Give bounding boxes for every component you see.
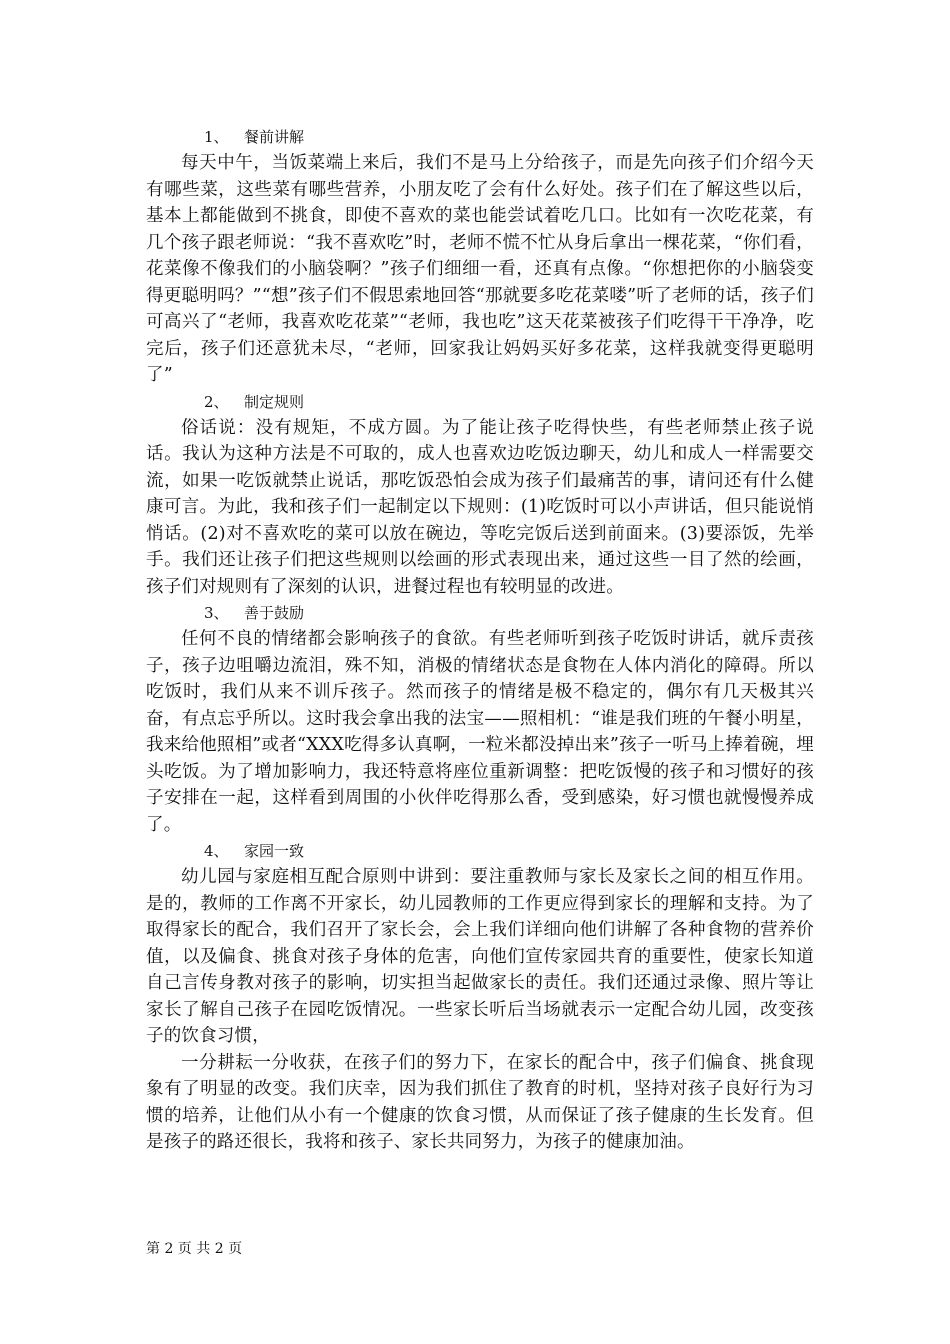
section-number: 3、 (204, 604, 229, 622)
section-paragraph-4: 幼儿园与家庭相互配合原则中讲到：要注重教师与家长及家长之间的相互作用。是的，教师的工作离不开家长，幼儿园教师的工作更应得到家长的理解和支持。为了取得家长的配合，我们召开了家长会，会上我们详细向他们讲解了各种食物的营养价值，以及偏食、挑食对孩子身体的危害，向他们宣传家园共育的重要性，使家长知道自己言传身教对孩子的影响，切实担当起做家长的责任。我们还通过录像、照片等让家长了解自己孩子在园吃饭情况。一些家长听后当场就表示一定配合幼儿园，改变孩子的饮食习惯， (146, 867, 814, 1046)
conclusion-paragraph: 一分耕耘一分收获，在孩子们的努力下，在家长的配合中，孩子们偏食、挑食现象有了明显的改变。我们庆幸，因为我们抓住了教育的时机，坚持对孩子良好行为习惯的培养，让他们从小有一个健康的饮食习惯，从而保证了孩子健康的生长发育。但是孩子的路还很长，我将和孩子、家长共同努力，为孩子的健康加油。 (146, 1052, 814, 1152)
section-paragraph-3: 任何不良的情绪都会影响孩子的食欲。有些老师听到孩子吃饭时讲话，就斥责孩子，孩子边咀嚼边流泪，殊不知，消极的情绪状态是食物在人体内消化的障碍。所以吃饭时，我们从来不训斥孩子。然而孩子的情绪是极不稳定的，偶尔有几天极其兴奋，有点忘乎所以。这时我会拿出我的法宝——照相机：“谁是我们班的午餐小明星，我来给他照相”或者“XXX吃得多认真啊，一粒米都没掉出来”孩子一听马上捧着碗，埋头吃饭。为了增加影响力，我还特意将座位重新调整：把吃饭慢的孩子和习惯好的孩子安排在一起，这样看到周围的小伙伴吃得那么香，受到感染，好习惯也就慢慢养成了。 (146, 629, 814, 835)
page-footer: 第 2 页 共 2 页 (146, 1241, 243, 1257)
section-paragraph-1: 每天中午，当饭菜端上来后，我们不是马上分给孩子，而是先向孩子们介绍今天有哪些菜，这些菜有哪些营养，小朋友吃了会有什么好处。孩子们在了解这些以后，基本上都能做到不挑食，即使不喜欢的菜也能尝试着吃几口。比如有一次吃花菜，有几个孩子跟老师说：“我不喜欢吃”时，老师不慌不忙从身后拿出一棵花菜，“你们看，花菜像不像我们的小脑袋啊？”孩子们细细一看，还真有点像。“你想把你的小脑袋变得更聪明吗？”“想”孩子们不假思索地回答“那就要多吃花菜喽”听了老师的话，孩子们可高兴了“老师，我喜欢吃花菜”“老师，我也吃”这天花菜被孩子们吃得干干净净，吃完后，孩子们还意犹未尽，“老师，回家我让妈妈买好多花菜，这样我就变得更聪明了” (146, 153, 814, 385)
section-heading-2 (146, 389, 814, 415)
document-body (146, 124, 814, 1156)
section-number: 4、 (204, 842, 229, 860)
section-heading-4 (146, 838, 814, 864)
section-heading-1 (146, 124, 814, 150)
section-heading-3 (146, 600, 814, 626)
section-title: 餐前讲解 (244, 128, 305, 146)
section-title: 家园一致 (244, 842, 305, 860)
section-title: 善于鼓励 (244, 604, 305, 622)
section-number: 1、 (204, 128, 229, 146)
section-title: 制定规则 (244, 392, 305, 411)
section-paragraph-2: 俗话说：没有规矩，不成方圆。为了能让孩子吃得快些，有些老师禁止孩子说话。我认为这种方法是不可取的，成人也喜欢边吃饭边聊天，幼儿和成人一样需要交流，如果一吃饭就禁止说话，那吃饭恐怕会成为孩子们最痛苦的事，请问还有什么健康可言。为此，我和孩子们一起制定以下规则：(1)吃饭时可以小声讲话，但只能说悄悄话。(2)对不喜欢吃的菜可以放在碗边，等吃完饭后送到前面来。(3)要添饭，先举手。我们还让孩子们把这些规则以绘画的形式表现出来，通过这些一目了然的绘画，孩子们对规则有了深刻的认识，进餐过程也有较明显的改进。 (146, 417, 814, 597)
section-number: 2、 (204, 392, 229, 411)
